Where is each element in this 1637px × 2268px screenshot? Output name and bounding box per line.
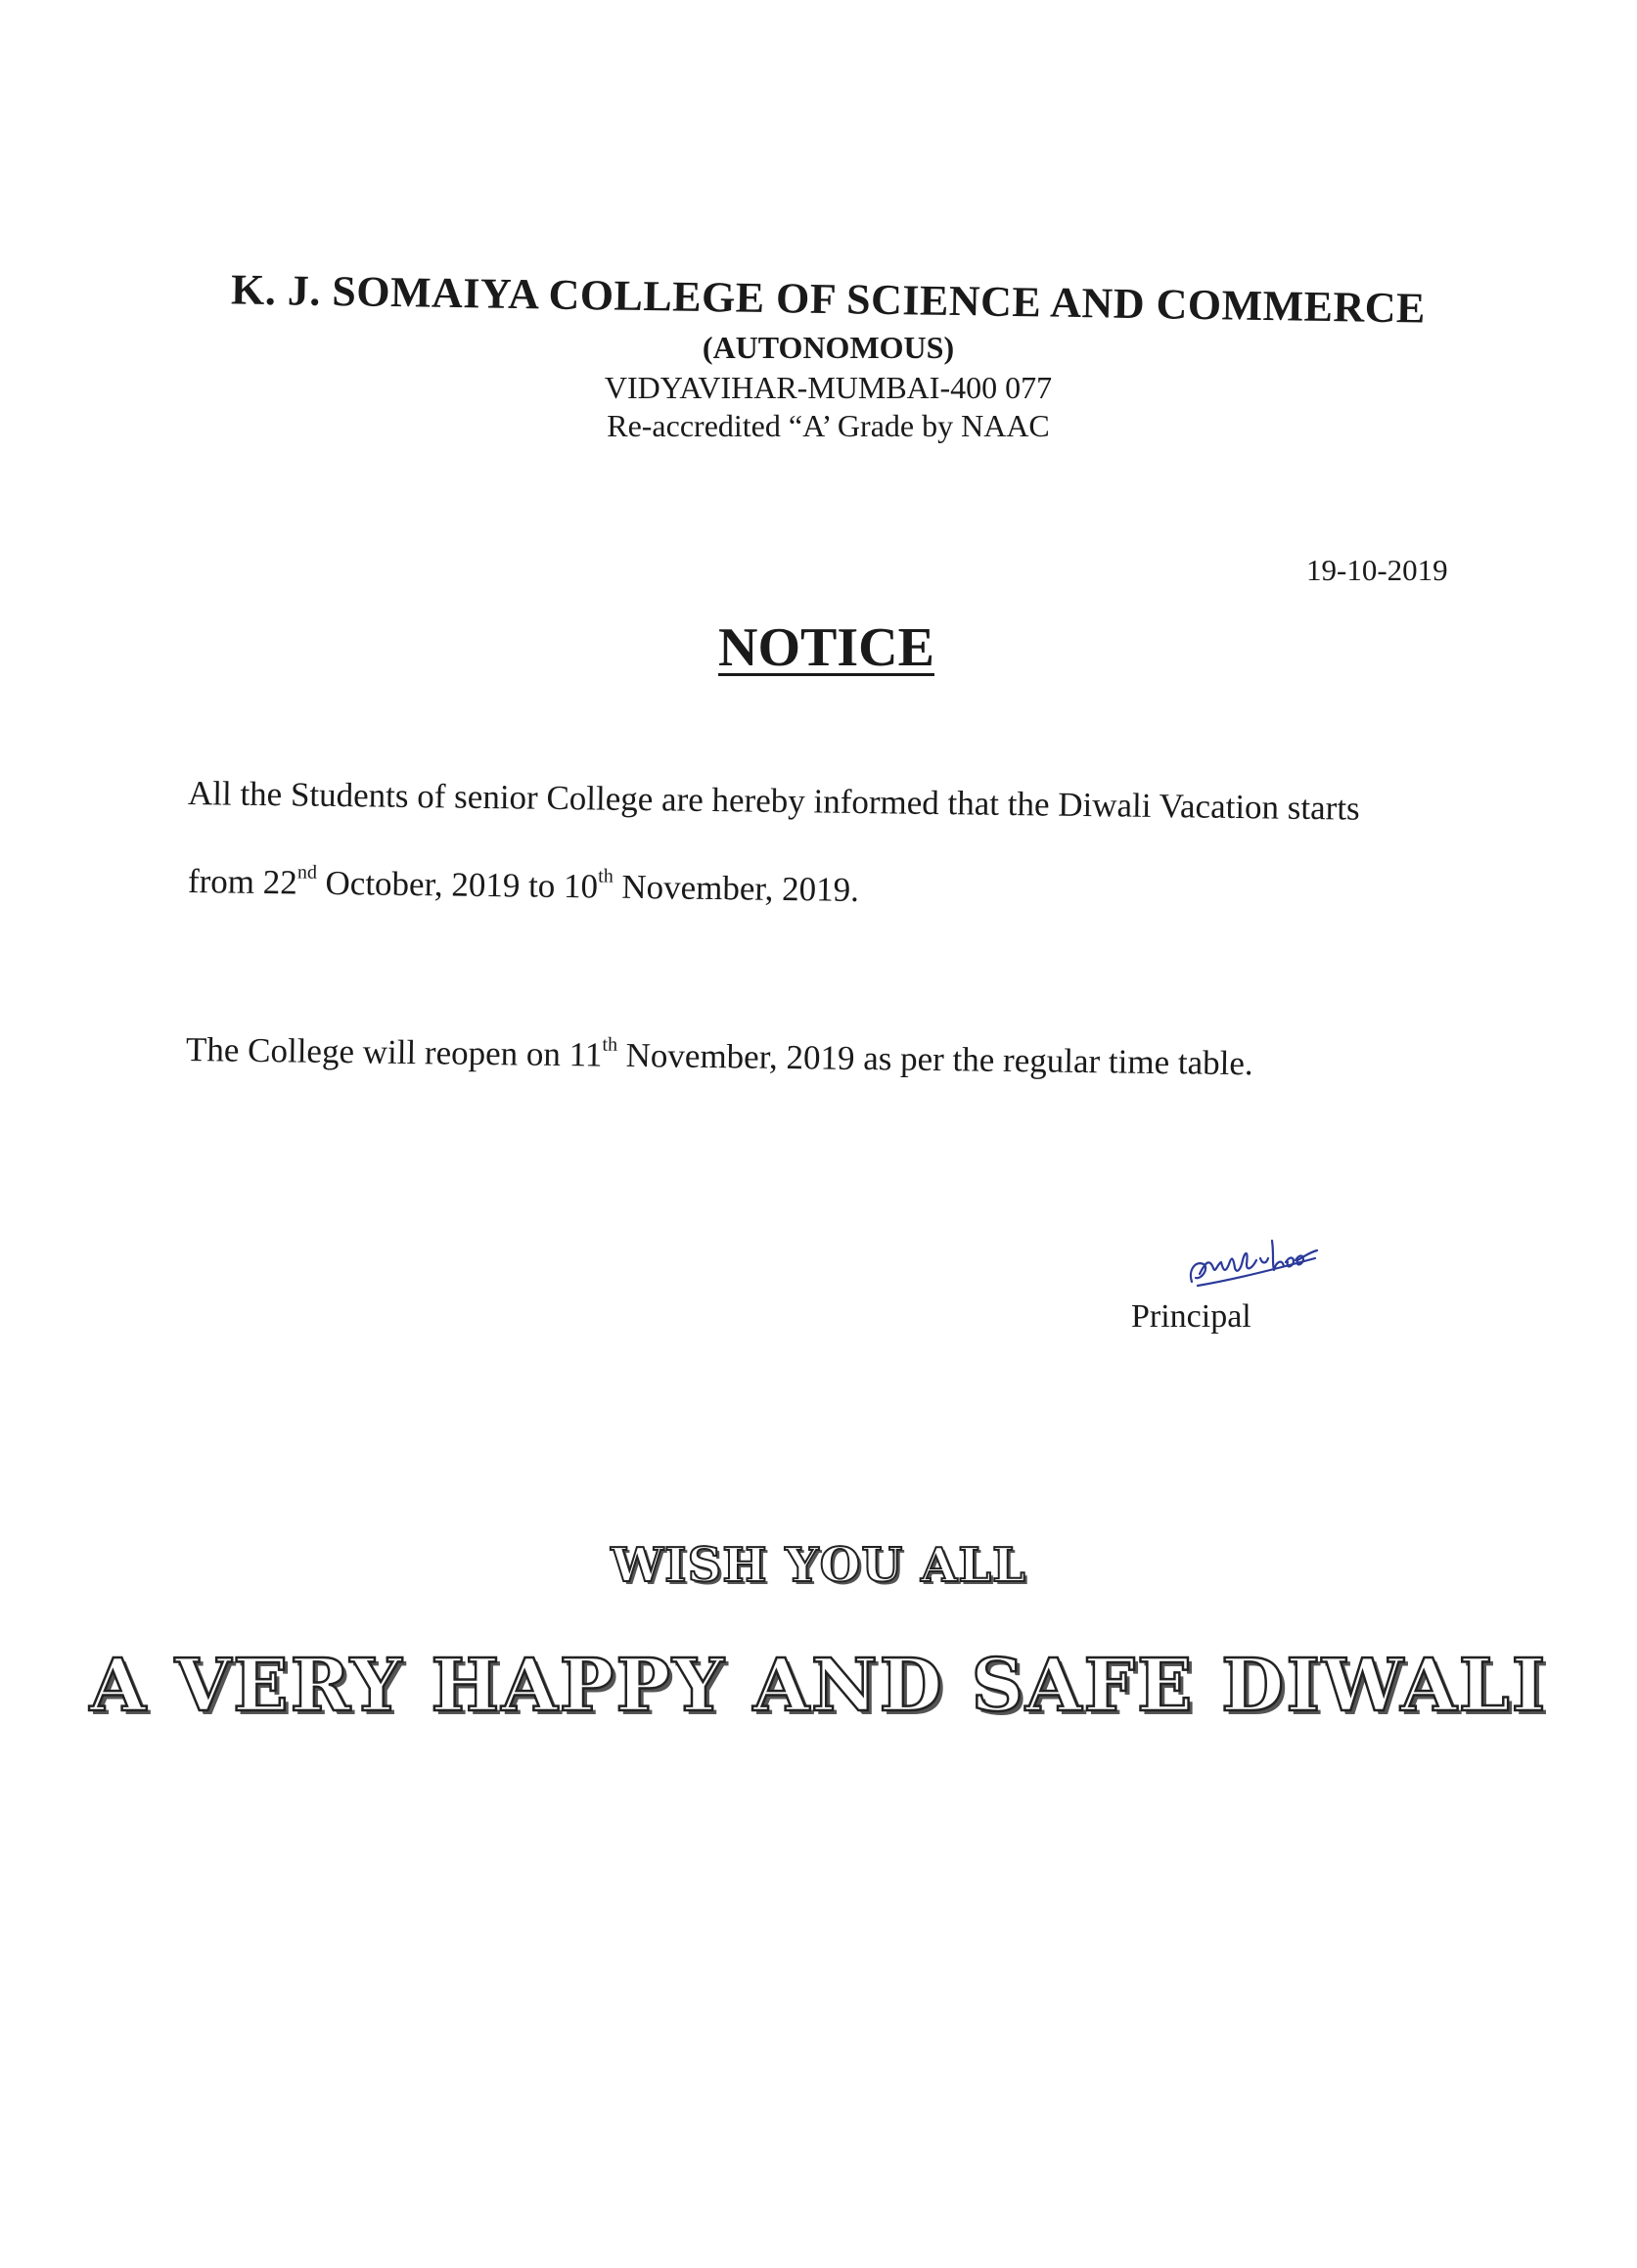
para1-text: All the Students of senior College are hereby informed that the Diwali Vacation starts <box>187 774 1360 828</box>
ordinal-suffix: nd <box>296 861 318 884</box>
body-paragraph-1 <box>188 773 1489 831</box>
body-paragraph-2 <box>186 1029 1253 1084</box>
handwritten-signature <box>1184 1235 1321 1293</box>
letterhead <box>0 265 1637 444</box>
para2-part-c: November, 2019. <box>613 867 860 909</box>
autonomous-label: (AUTONOMOUS) <box>702 330 955 365</box>
notice-date: 19-10-2019 <box>1306 553 1448 587</box>
para2-part-b: October, 2019 to 10 <box>316 863 599 906</box>
principal-signature <box>1184 1235 1321 1293</box>
para3-part-a: The College will reopen on 11 <box>185 1030 603 1074</box>
greeting-line-2: A VERY HAPPY AND SAFE DIWALI <box>89 1644 1548 1728</box>
notice-title: NOTICE <box>718 617 934 678</box>
signer-title: Principal <box>1131 1298 1251 1335</box>
greeting-line-1: WISH YOU ALL <box>611 1538 1026 1593</box>
college-address: VIDYAVIHAR-MUMBAI-400 077 <box>604 370 1053 405</box>
accreditation-line: Re-accredited “A’ Grade by NAAC <box>607 408 1050 443</box>
college-name: K. J. SOMAIYA COLLEGE OF SCIENCE AND COMMERCE <box>230 265 1427 333</box>
para2-part-a: from 22 <box>187 862 298 902</box>
para3-part-b: November, 2019 as per the regular time table. <box>616 1035 1253 1083</box>
ordinal-suffix: th <box>602 1033 618 1056</box>
ordinal-suffix: th <box>598 865 614 887</box>
body-paragraph-1-continued <box>188 861 859 911</box>
